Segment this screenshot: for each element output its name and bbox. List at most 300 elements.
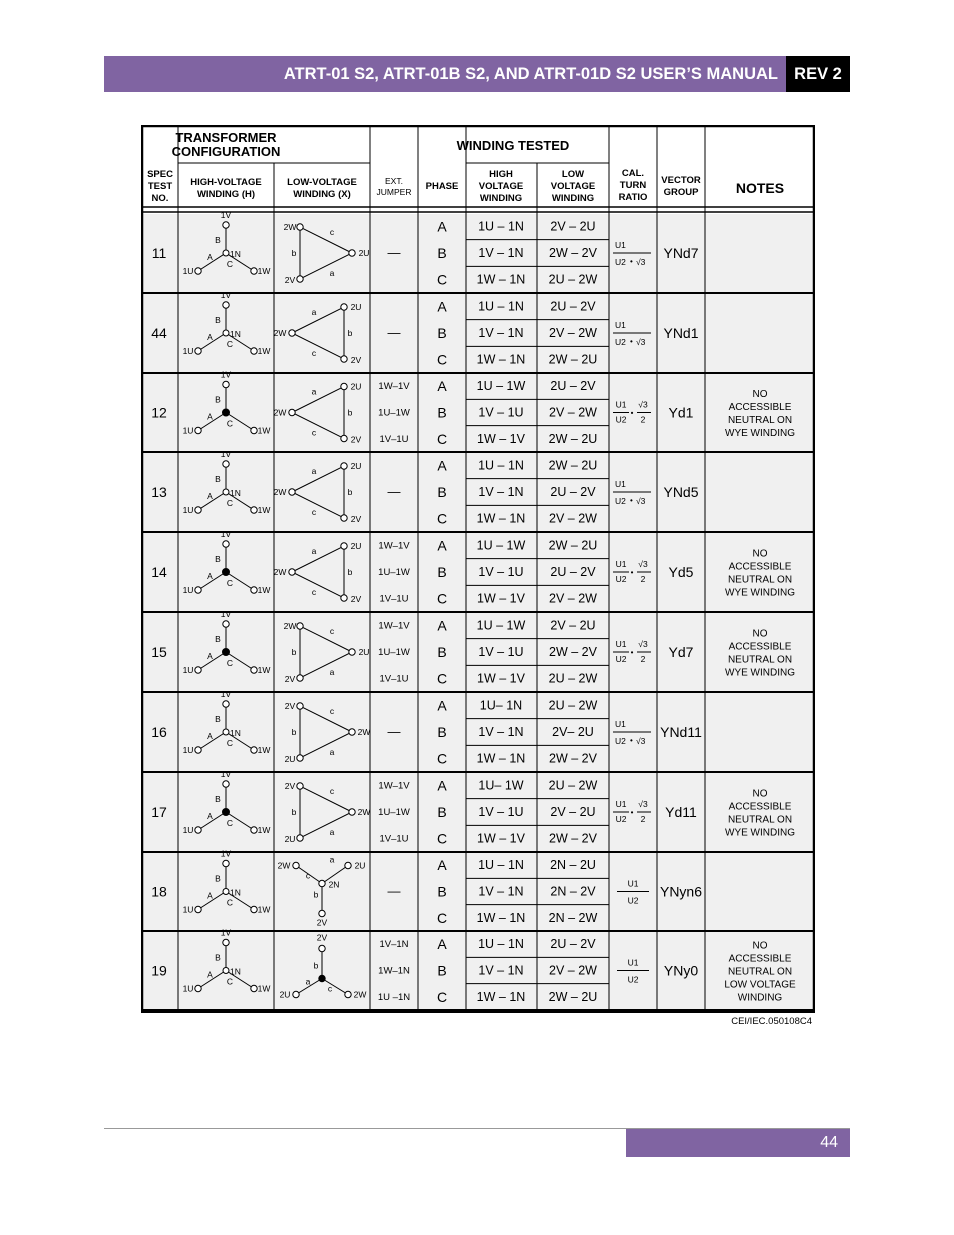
hv-terminal	[251, 667, 257, 673]
lv-label: 2W	[283, 621, 297, 631]
hv-label: B	[215, 952, 221, 963]
lv-label: b	[347, 487, 353, 497]
lv-label: 2W	[283, 222, 297, 232]
ext-jumper: 1W–1V	[378, 381, 410, 393]
lv-tested-winding: 2W – 2U	[548, 989, 598, 1004]
ext-jumper: —	[387, 325, 401, 340]
spec-test-number: 19	[151, 962, 167, 979]
spec-test-number: 15	[151, 644, 167, 660]
hv-label: A	[207, 252, 213, 262]
lv-label: c	[329, 227, 335, 237]
hv-label: C	[226, 658, 234, 668]
hv-neutral-point	[223, 569, 230, 576]
hv-neutral-point	[223, 250, 229, 256]
hv-label: 1U	[182, 346, 194, 356]
ratio-label: U1	[615, 320, 626, 330]
hv-tested-winding: 1W – 1N	[476, 989, 526, 1004]
lv-label: a	[329, 827, 335, 837]
spec-test-number: 14	[151, 564, 167, 580]
note-text: NO	[752, 940, 768, 952]
phase-label: B	[437, 404, 447, 421]
lv-label: a	[329, 747, 335, 757]
lv-terminal	[297, 755, 303, 761]
header-ext-jumper: JUMPER	[376, 187, 412, 197]
vector-group: Yd11	[665, 804, 697, 820]
lv-tested-winding: 2N – 2U	[550, 858, 596, 873]
hv-terminal	[195, 348, 201, 354]
ratio-label: U2	[615, 814, 627, 824]
lv-tested-winding: 2V – 2U	[550, 618, 596, 633]
lv-label: 2U	[358, 647, 370, 657]
note-text: ACCESSIBLE	[728, 953, 792, 965]
note-text: WINDING	[737, 992, 783, 1004]
ratio-label: U1	[615, 240, 626, 250]
hv-tested-winding: 1W – 1V	[477, 591, 525, 606]
phase-label: B	[437, 644, 447, 660]
phase-label: A	[437, 537, 447, 554]
hv-label: 1N	[230, 887, 241, 898]
phase-label: B	[437, 564, 447, 580]
note-text: ACCESSIBLE	[728, 641, 792, 653]
lv-terminal	[289, 330, 295, 336]
page-number: 44	[820, 1134, 838, 1151]
ratio-label: U1	[615, 719, 626, 729]
lv-terminal	[349, 649, 355, 655]
hv-label: C	[226, 418, 234, 429]
hv-terminal	[195, 268, 201, 274]
lv-label: c	[311, 507, 317, 517]
ratio-label: √3	[636, 337, 646, 347]
ratio-label: U1	[627, 878, 639, 889]
lv-tested-winding: 2W – 2U	[548, 352, 598, 367]
hv-terminal	[223, 222, 229, 228]
ratio-label: •	[630, 408, 634, 418]
hv-label: B	[215, 474, 221, 484]
phase-label: B	[437, 484, 447, 500]
note-text: NO	[752, 548, 768, 560]
lv-tested-winding: 2U – 2V	[550, 299, 596, 314]
hv-label: 1W	[257, 346, 271, 356]
lv-label: b	[291, 248, 297, 258]
hv-label: 1N	[230, 488, 241, 498]
hv-tested-winding: 1W – 1N	[476, 272, 526, 287]
phase-label: A	[437, 936, 447, 953]
hv-terminal	[195, 587, 201, 593]
ratio-label: U1	[615, 799, 627, 809]
ext-jumper: 1U–1W	[378, 647, 410, 658]
note-text: NEUTRAL ON	[727, 415, 793, 426]
hv-terminal	[223, 939, 229, 945]
lv-label: b	[313, 960, 319, 971]
phase-label: A	[437, 697, 447, 714]
hv-terminal	[195, 507, 201, 513]
hv-tested-winding: 1V – 1U	[478, 565, 524, 579]
hv-tested-winding: 1W – 1V	[477, 831, 525, 846]
lv-terminal	[341, 356, 347, 362]
hv-label: 1N	[230, 728, 241, 738]
header-winding-tested: WINDING TESTED	[456, 138, 570, 153]
note-text: NO	[752, 628, 768, 640]
hv-neutral-point	[223, 729, 229, 735]
header-lv-tested: WINDING	[551, 193, 595, 204]
ratio-label: •	[630, 496, 633, 505]
ratio-label: 2	[640, 654, 646, 664]
phase-label: C	[436, 988, 448, 1005]
header-lv-winding: WINDING (X)	[293, 189, 351, 200]
lv-label: a	[311, 466, 317, 476]
lv-label: 2V	[316, 932, 328, 943]
note-text: ACCESSIBLE	[728, 561, 792, 573]
lv-terminal	[293, 991, 299, 997]
ext-jumper: 1W–1N	[378, 965, 410, 977]
header-spec-test: TEST	[147, 181, 173, 192]
hv-terminal	[223, 860, 229, 866]
note-text: NEUTRAL ON	[727, 814, 793, 826]
lv-terminal	[341, 595, 347, 601]
ratio-label: √3	[638, 799, 648, 809]
ratio-label: U2	[615, 496, 626, 506]
hv-neutral-point	[223, 409, 230, 416]
lv-label: 2U	[354, 860, 366, 871]
hv-terminal	[223, 621, 229, 627]
lv-terminal	[341, 515, 347, 521]
phase-label: C	[436, 670, 448, 687]
lv-label: b	[291, 727, 297, 737]
lv-neutral-point	[319, 975, 325, 981]
hv-tested-winding: 1V – 1N	[478, 246, 524, 260]
lv-terminal	[319, 945, 325, 951]
phase-label: C	[436, 830, 448, 847]
header-cal-turn-ratio: TURN	[619, 180, 647, 191]
hv-label: 1V	[220, 449, 232, 459]
lv-label: 2U	[284, 834, 296, 844]
lv-label: a	[311, 307, 317, 317]
hv-label: C	[226, 339, 234, 349]
note-text: NO	[752, 788, 768, 800]
hv-label: 1W	[257, 745, 271, 755]
lv-terminal	[289, 569, 295, 575]
hv-label: 1N	[230, 966, 241, 977]
lv-tested-winding: 2U – 2V	[550, 485, 596, 499]
lv-tested-winding: 2U – 2W	[548, 698, 598, 713]
hv-label: B	[215, 634, 221, 644]
hv-tested-winding: 1W – 1N	[476, 511, 526, 526]
ext-jumper: —	[387, 724, 401, 739]
hv-tested-winding: 1V – 1N	[478, 963, 524, 978]
lv-terminal	[341, 435, 347, 441]
ext-jumper: —	[387, 245, 401, 260]
ratio-label: •	[630, 337, 633, 346]
lv-label: 2V	[350, 355, 362, 365]
header-phase: PHASE	[425, 181, 459, 192]
lv-tested-winding: 2V – 2W	[549, 405, 597, 420]
hv-tested-winding: 1U – 1W	[476, 618, 526, 633]
lv-label: c	[327, 983, 333, 994]
lv-label: 2U	[350, 302, 362, 312]
lv-label: 2V	[284, 674, 296, 684]
hv-label: A	[207, 969, 213, 980]
hv-terminal	[251, 906, 257, 912]
lv-label: c	[329, 706, 335, 716]
hv-terminal	[195, 747, 201, 753]
lv-label: c	[329, 626, 335, 636]
ext-jumper: 1V–1U	[379, 593, 409, 605]
lv-tested-winding: 2N – 2W	[548, 910, 598, 925]
lv-label: 2N	[328, 879, 340, 890]
ratio-label: •	[630, 568, 634, 577]
lv-terminal	[297, 623, 303, 629]
hv-neutral-point	[223, 649, 230, 656]
hv-tested-winding: 1U– 1W	[478, 778, 524, 793]
hv-label: 1U	[182, 505, 194, 515]
lv-tested-winding: 2W – 2U	[548, 458, 598, 473]
lv-tested-winding: 2U – 2W	[548, 671, 598, 686]
transformer-config-table	[141, 125, 815, 1013]
lv-terminal	[293, 862, 299, 868]
hv-terminal	[251, 747, 257, 753]
lv-label: 2W	[273, 487, 287, 497]
lv-label: 2V	[316, 917, 328, 928]
phase-label: B	[437, 883, 447, 900]
phase-label: A	[437, 777, 447, 794]
lv-tested-winding: 2U – 2V	[550, 565, 596, 579]
hv-tested-winding: 1W – 1N	[476, 352, 526, 367]
hv-label: 1U	[182, 585, 194, 595]
spec-test-number: 13	[151, 484, 167, 500]
hv-tested-winding: 1U – 1N	[478, 219, 524, 234]
lv-label: 2U	[358, 248, 370, 258]
header-hv-winding: WINDING (H)	[196, 189, 256, 200]
lv-label: c	[311, 427, 317, 438]
ratio-label: √3	[636, 736, 646, 746]
lv-terminal	[297, 703, 303, 709]
note-text: NEUTRAL ON	[727, 574, 793, 586]
header-hv-tested: VOLTAGE	[478, 181, 524, 192]
hv-label: A	[207, 811, 213, 821]
spec-test-number: 17	[151, 804, 167, 820]
lv-tested-winding: 2U – 2W	[548, 778, 598, 793]
hv-tested-winding: 1U – 1N	[478, 937, 524, 952]
lv-terminal	[297, 276, 303, 282]
header-notes: NOTES	[735, 180, 785, 196]
header-transformer-config: TRANSFORMER	[175, 130, 277, 145]
lv-label: c	[329, 786, 335, 796]
ext-jumper: 1W–1V	[378, 780, 410, 792]
lv-tested-winding: 2W – 2V	[549, 831, 597, 846]
ext-jumper: 1U–1W	[378, 407, 410, 419]
lv-tested-winding: 2W – 2U	[548, 431, 598, 446]
hv-label: B	[215, 873, 221, 884]
hv-tested-winding: 1V – 1U	[478, 645, 524, 659]
lv-terminal	[341, 543, 347, 549]
spec-test-number: 12	[151, 404, 167, 421]
header-transformer-config: CONFIGURATION	[171, 144, 281, 159]
ratio-label: U1	[615, 559, 627, 569]
lv-terminal	[345, 862, 351, 868]
ratio-label: U2	[627, 895, 639, 906]
hv-label: B	[215, 554, 221, 564]
hv-tested-winding: 1W – 1N	[476, 910, 526, 925]
phase-label: B	[437, 804, 447, 820]
ratio-label: 2	[640, 814, 646, 824]
lv-label: c	[311, 587, 317, 597]
hv-label: C	[226, 259, 234, 269]
vector-group: YNd5	[663, 484, 699, 500]
lv-terminal	[349, 250, 355, 256]
hv-terminal	[195, 667, 201, 673]
lv-label: 2W	[357, 727, 371, 737]
figure-reference: CEI/IEC.050108C4	[731, 1016, 812, 1027]
hv-label: 1U	[182, 266, 194, 276]
lv-tested-winding: 2W – 2V	[549, 246, 597, 260]
lv-tested-winding: 2U – 2V	[550, 937, 596, 952]
hv-terminal	[195, 427, 201, 433]
hv-terminal	[223, 541, 229, 547]
hv-label: 1V	[220, 769, 232, 779]
ext-jumper: 1V–1U	[379, 673, 409, 685]
hv-label: A	[207, 332, 213, 342]
spec-test-number: 18	[151, 883, 167, 900]
phase-label: A	[437, 857, 447, 874]
hv-tested-winding: 1V – 1U	[478, 805, 524, 819]
lv-label: 2V	[350, 434, 362, 445]
hv-label: 1N	[230, 329, 241, 339]
spec-test-number: 16	[151, 724, 167, 740]
ratio-label: •	[630, 736, 633, 745]
phase-label: B	[437, 962, 447, 979]
lv-label: b	[291, 807, 297, 817]
ratio-label: √3	[638, 559, 648, 569]
lv-tested-winding: 2U – 2W	[548, 272, 598, 287]
vector-group: Yd5	[668, 564, 694, 580]
hv-label: 1U	[182, 745, 194, 755]
note-text: ACCESSIBLE	[728, 402, 792, 413]
lv-label: 2W	[353, 989, 367, 1000]
lv-label: 2W	[273, 328, 287, 338]
hv-label: 1W	[257, 665, 271, 675]
ext-jumper: 1V–1U	[379, 433, 409, 445]
ratio-label: •	[630, 648, 634, 657]
hv-terminal	[251, 985, 257, 991]
header-vector-group: GROUP	[663, 187, 699, 198]
phase-label: A	[437, 218, 447, 235]
lv-tested-winding: 2V – 2U	[550, 219, 596, 234]
vector-group: YNyn6	[659, 883, 703, 900]
lv-terminal	[341, 383, 347, 389]
hv-neutral-point	[223, 809, 230, 816]
ratio-label: √3	[638, 639, 648, 649]
lv-label: 2U	[350, 461, 362, 471]
header-hv-winding: HIGH-VOLTAGE	[190, 177, 262, 188]
lv-terminal	[319, 910, 325, 916]
ratio-label: 2	[640, 574, 646, 584]
vector-group: YNy0	[663, 962, 699, 979]
hv-label: 1U	[182, 665, 194, 675]
lv-label: 2W	[357, 807, 371, 817]
ext-jumper: 1U –1N	[377, 991, 411, 1003]
hv-tested-winding: 1V – 1N	[478, 485, 524, 499]
ext-jumper: 1V–1N	[379, 939, 409, 951]
hv-terminal	[223, 701, 229, 707]
lv-label: b	[291, 647, 297, 657]
hv-tested-winding: 1U– 1N	[479, 698, 523, 713]
lv-tested-winding: 2W – 2V	[549, 751, 597, 766]
lv-terminal	[341, 304, 347, 310]
hv-tested-winding: 1U – 1N	[478, 458, 524, 473]
lv-label: a	[305, 976, 311, 987]
hv-label: 1V	[220, 848, 232, 859]
header-lv-winding: LOW-VOLTAGE	[287, 177, 357, 188]
hv-terminal	[251, 827, 257, 833]
ratio-label: U1	[615, 479, 626, 489]
lv-label: 2U	[279, 989, 291, 1000]
hv-label: 1W	[257, 983, 271, 994]
vector-group: Yd1	[668, 404, 694, 421]
ratio-label: U2	[615, 654, 627, 664]
hv-label: A	[207, 411, 213, 422]
lv-terminal	[289, 409, 295, 415]
note-text: NO	[752, 389, 768, 400]
hv-label: A	[207, 890, 213, 901]
spec-test-number: 11	[151, 245, 167, 261]
hv-terminal	[223, 381, 229, 387]
phase-label: A	[437, 378, 447, 395]
lv-neutral-point	[319, 880, 325, 886]
hv-label: B	[215, 794, 221, 804]
lv-tested-winding: 2V – 2W	[549, 963, 597, 978]
lv-tested-winding: 2N – 2V	[550, 884, 596, 899]
hv-label: 1W	[257, 904, 271, 915]
hv-label: B	[215, 315, 221, 325]
lv-terminal	[341, 463, 347, 469]
ext-jumper: 1V–1U	[379, 833, 409, 845]
hv-label: C	[226, 578, 234, 588]
phase-label: C	[436, 510, 448, 527]
hv-label: 1V	[220, 689, 232, 699]
hv-label: B	[215, 235, 221, 245]
lv-tested-winding: 2V – 2W	[549, 511, 597, 526]
hv-label: 1W	[257, 505, 271, 515]
hv-terminal	[251, 427, 257, 433]
lv-label: 2W	[273, 567, 287, 577]
hv-label: 1V	[220, 210, 232, 220]
hv-terminal	[251, 587, 257, 593]
ratio-label: U2	[615, 574, 627, 584]
hv-neutral-point	[223, 968, 229, 974]
lv-label: 2W	[277, 860, 291, 871]
lv-terminal	[297, 224, 303, 230]
lv-terminal	[289, 489, 295, 495]
hv-terminal	[223, 461, 229, 467]
hv-label: C	[226, 738, 234, 748]
lv-tested-winding: 2U – 2V	[550, 379, 596, 394]
hv-label: C	[226, 498, 234, 508]
hv-tested-winding: 1V – 1N	[478, 884, 524, 899]
hv-label: A	[207, 731, 213, 741]
ext-jumper: 1U–1W	[378, 807, 410, 818]
lv-label: c	[305, 870, 311, 881]
lv-terminal	[349, 729, 355, 735]
hv-label: 1V	[220, 927, 232, 938]
vector-group: YNd7	[663, 245, 699, 261]
hv-label: B	[215, 714, 221, 724]
ratio-label: U1	[615, 639, 627, 649]
phase-label: A	[437, 298, 447, 315]
vector-group: Yd7	[668, 644, 694, 660]
lv-label: b	[313, 889, 319, 900]
hv-label: 1W	[257, 585, 271, 595]
ratio-label: U2	[615, 337, 626, 347]
